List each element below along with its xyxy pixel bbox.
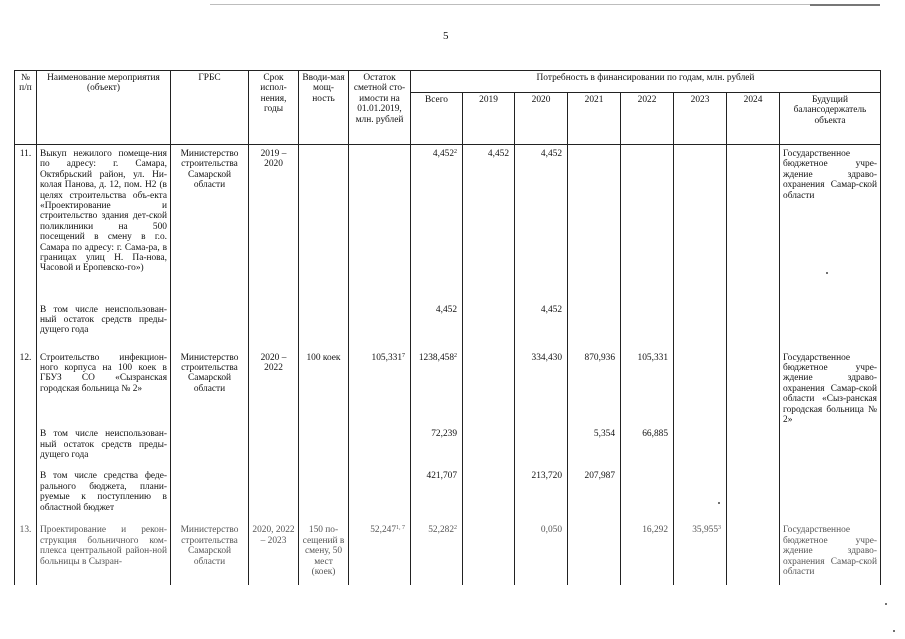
- scan-speck: [718, 502, 720, 504]
- row-2023-cell: [674, 469, 727, 521]
- table-header: [15, 71, 881, 145]
- row-2022-cell: [621, 521, 674, 585]
- row-2023-cell: [674, 349, 727, 428]
- row-2022-cell: [621, 427, 674, 469]
- row-2019-cell: [463, 145, 515, 303]
- row-total: 1238,458: [418, 352, 454, 363]
- row-2020: 0,050: [540, 525, 562, 536]
- row-2022-cell: [621, 349, 674, 428]
- row-grbs-cell: [171, 349, 249, 428]
- row-term-cell: [249, 427, 299, 469]
- row-2024-cell: [727, 427, 780, 469]
- row-2021: 5,354: [593, 429, 615, 440]
- row-holder-cell: [780, 145, 881, 303]
- row-holder-cell: [780, 521, 881, 585]
- header-remainder: Остаток сметной сто-имости на 01.01.2019, млн. рублей: [349, 71, 411, 145]
- header-total: Всего: [411, 93, 463, 145]
- row-2021: 207,987: [584, 471, 615, 482]
- row-remainder-cell: [349, 427, 411, 469]
- row-grbs-cell: [171, 469, 249, 521]
- row-remainder-footnote: 1, 7: [396, 525, 405, 532]
- row-number-cell: [15, 469, 37, 521]
- row-2020-cell: [515, 349, 568, 428]
- row-2020: 213,720: [531, 471, 562, 482]
- row-total-cell: [411, 427, 463, 469]
- row-2021-cell: [568, 521, 621, 585]
- row-total-cell: [411, 469, 463, 521]
- header-year-2024: 2024: [727, 93, 780, 145]
- row-total-cell: [411, 349, 463, 428]
- row-2024-cell: [727, 469, 780, 521]
- row-2019: 4,452: [487, 149, 509, 159]
- row-2022-cell: [621, 469, 674, 521]
- row-name: Выкуп нежилого помеще-ния по адресу: г. Самара, Октябрьский район, ул. Ни-колая Панова, д. 12, пом. Н2 (в целях строительства объ-екта «Проектирование и строительство здания дет-ской поликлиники на 500 посещений в смену в г.о. Самара по адресу: г. Сама-ра, в границах улиц Н. Па-нова, Часовой и Еропевско-го»): [40, 149, 167, 274]
- row-2019-cell: [463, 469, 515, 521]
- row-remainder-cell: [349, 303, 411, 349]
- row-2023: 35,955: [692, 525, 718, 536]
- row-holder-cell: [780, 303, 881, 349]
- row-total: 421,707: [426, 471, 457, 482]
- header-capacity: Вводи-мая мощ-ность: [299, 71, 349, 145]
- row-capacity-cell: [299, 427, 349, 469]
- row-capacity-cell: [299, 349, 349, 428]
- row-total: 52,282: [428, 525, 454, 536]
- row-name: В том числе неиспользован-ный остаток средств преды-дущего года: [40, 304, 167, 336]
- row-number: 12.: [19, 352, 32, 363]
- row-number-cell: [15, 145, 37, 303]
- row-name-cell: [37, 469, 171, 521]
- header-holder: Будущий балансодержатель объекта: [780, 93, 881, 145]
- row-remainder-cell: [349, 469, 411, 521]
- row-2023-cell: [674, 427, 727, 469]
- header-term: Срок испол-нения, годы: [249, 71, 299, 145]
- row-name: Проектирование и рекон-струкция больничного ком-плекса центральной район-ной больницы в Сызран-: [40, 525, 167, 567]
- row-holder: Государственное бюджетное учре-ждение здраво-охранения Самар-ской области «Сыз-ранская городская больница № 2»: [783, 352, 877, 425]
- row-remainder: 105,331: [371, 352, 402, 363]
- row-grbs-cell: [171, 145, 249, 303]
- scan-speck: [893, 630, 895, 632]
- header-grbs: ГРБС: [171, 71, 249, 145]
- row-2024-cell: [727, 145, 780, 303]
- row-2019-cell: [463, 427, 515, 469]
- row-number-cell: [15, 427, 37, 469]
- header-year-2019: 2019: [463, 93, 515, 145]
- row-remainder-cell: [349, 145, 411, 303]
- row-2023-cell: [674, 521, 727, 585]
- row-total-footnote: 2: [454, 352, 457, 359]
- row-total: 4,452: [435, 304, 457, 315]
- row-2019-cell: [463, 349, 515, 428]
- row-grbs: Министерство строительства Самарской области: [180, 352, 239, 394]
- row-total-cell: [411, 521, 463, 585]
- row-2022-cell: [621, 303, 674, 349]
- row-2024-cell: [727, 303, 780, 349]
- row-capacity: 100 коек: [306, 352, 341, 363]
- row-2022: 105,331: [637, 352, 668, 363]
- row-number-cell: [15, 521, 37, 585]
- header-year-2023: 2023: [674, 93, 727, 145]
- row-name-cell: [37, 521, 171, 585]
- table-row: [15, 469, 881, 521]
- row-2023-footnote: 3: [718, 525, 721, 532]
- row-remainder: 52,247: [370, 525, 396, 536]
- scan-speck: [826, 272, 828, 274]
- row-remainder-cell: [349, 349, 411, 428]
- row-term-cell: [249, 145, 299, 303]
- top-scan-line-right: [810, 4, 880, 6]
- row-name: В том числе средства феде-рального бюджета, плани-руемые к поступлению в областной бюджет: [40, 471, 167, 513]
- row-capacity-cell: [299, 469, 349, 521]
- row-total-footnote: 2: [454, 149, 457, 155]
- row-holder: Государственное бюджетное учре-ждение здраво-охранения Самар-ской области: [783, 149, 877, 201]
- row-name-cell: [37, 303, 171, 349]
- top-scan-line: [210, 4, 880, 5]
- scan-speck: [885, 603, 887, 605]
- row-remainder-footnote: 7: [402, 352, 405, 359]
- row-number-cell: [15, 303, 37, 349]
- row-term: 2020 – 2022: [260, 352, 287, 373]
- row-2019-cell: [463, 303, 515, 349]
- table-row: [15, 349, 881, 428]
- row-holder-cell: [780, 349, 881, 428]
- header-year-2021: 2021: [568, 93, 621, 145]
- row-grbs-cell: [171, 427, 249, 469]
- row-2021-cell: [568, 427, 621, 469]
- row-holder-cell: [780, 469, 881, 521]
- row-2022: 16,292: [642, 525, 668, 536]
- table-row: [15, 521, 881, 585]
- row-2020-cell: [515, 427, 568, 469]
- row-total: 4,452: [432, 149, 454, 159]
- row-grbs: Министерство строительства Самарской области: [180, 525, 239, 567]
- row-2024-cell: [727, 521, 780, 585]
- row-2019-cell: [463, 521, 515, 585]
- row-name-cell: [37, 349, 171, 428]
- row-2020-cell: [515, 303, 568, 349]
- row-2020: 4,452: [540, 304, 562, 315]
- header-name: Наименование мероприятия (объект): [37, 71, 171, 145]
- header-year-2022: 2022: [621, 93, 674, 145]
- row-grbs-cell: [171, 521, 249, 585]
- row-2021-cell: [568, 469, 621, 521]
- row-term: 2019 – 2020: [260, 149, 287, 170]
- row-total-footnote: 2: [454, 525, 457, 532]
- row-number: 13.: [19, 525, 32, 536]
- row-2021-cell: [568, 349, 621, 428]
- table-body: [15, 145, 881, 586]
- row-2023-cell: [674, 303, 727, 349]
- row-capacity-cell: [299, 303, 349, 349]
- row-total-cell: [411, 303, 463, 349]
- row-grbs-cell: [171, 303, 249, 349]
- row-2021-cell: [568, 303, 621, 349]
- row-name-cell: [37, 427, 171, 469]
- row-2022: 66,885: [642, 429, 668, 440]
- row-name: В том числе неиспользован-ный остаток средств преды-дущего года: [40, 429, 167, 461]
- row-remainder-cell: [349, 521, 411, 585]
- header-year-2020: 2020: [515, 93, 568, 145]
- header-financing: Потребность в финансировании по годам, млн. рублей: [411, 71, 881, 93]
- table-row: [15, 427, 881, 469]
- page-number: 5: [443, 30, 449, 42]
- row-grbs: Министерство строительства Самарской области: [180, 149, 239, 191]
- row-term-cell: [249, 521, 299, 585]
- row-2021: 870,936: [584, 352, 615, 363]
- row-capacity: 150 по-сещений в смену, 50 мест (коек): [302, 525, 345, 577]
- row-number-cell: [15, 349, 37, 428]
- row-term-cell: [249, 349, 299, 428]
- row-2020-cell: [515, 521, 568, 585]
- row-name-cell: [37, 145, 171, 303]
- row-total: 72,239: [431, 429, 457, 440]
- row-2020-cell: [515, 145, 568, 303]
- row-2024-cell: [727, 349, 780, 428]
- header-no: № п/п: [15, 71, 37, 145]
- table-row: [15, 303, 881, 349]
- row-2020: 4,452: [540, 149, 562, 159]
- row-2021-cell: [568, 145, 621, 303]
- row-capacity-cell: [299, 521, 349, 585]
- row-capacity-cell: [299, 145, 349, 303]
- row-2020: 334,430: [531, 352, 562, 363]
- row-name: Строительство инфекцион-ного корпуса на 100 коек в ГБУЗ СО «Сызранская городская больница № 2»: [40, 352, 167, 394]
- row-term-cell: [249, 303, 299, 349]
- row-term-cell: [249, 469, 299, 521]
- row-holder: Государственное бюджетное учре-ждение здраво-охранения Самар-ской области: [783, 525, 877, 577]
- row-2023-cell: [674, 145, 727, 303]
- row-holder-cell: [780, 427, 881, 469]
- row-term: 2020, 2022 – 2023: [252, 525, 295, 546]
- table-row: [15, 145, 881, 303]
- row-2022-cell: [621, 145, 674, 303]
- row-number: 11.: [19, 149, 32, 159]
- row-2020-cell: [515, 469, 568, 521]
- row-total-cell: [411, 145, 463, 303]
- financing-table: [14, 70, 881, 585]
